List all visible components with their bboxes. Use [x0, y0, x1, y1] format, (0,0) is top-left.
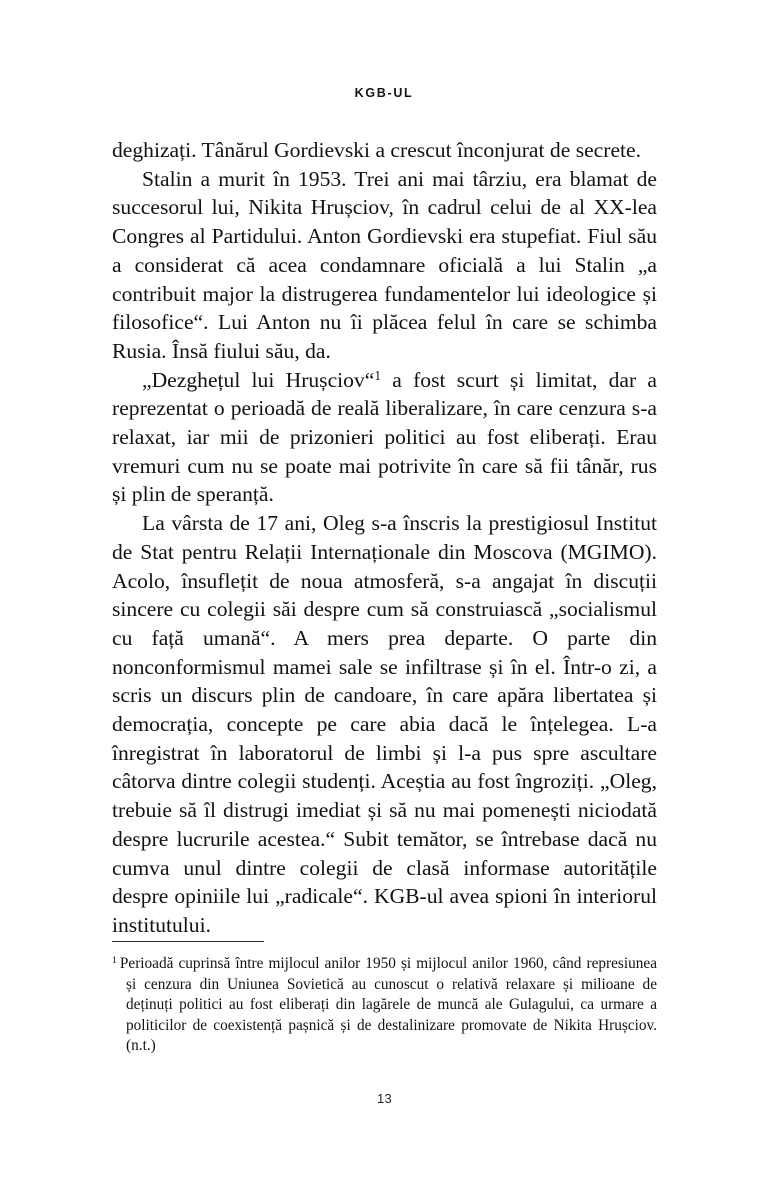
footnote-text: Perioadă cuprinsă între mijlocul anilor 1950 și mijlocul anilor 1960, când represiunea și cenzura din Uniunea Sovietică au cunoscut o relativă relaxare și milioane de deținuți politici au fost eliberați din lagărele de muncă ale Gulagului, ca urmare a politicilor de coexistență pașnică și de destalinizare promovate de Nikita Hrușciov. (n.t.)	[119, 955, 657, 1055]
paragraph-text-after-footnote: a fost scurt și limitat, dar a reprezentat o perioadă de reală liberalizare, în care cenzura s-a relaxat, iar mii de prizonieri politici au fost eliberați. Erau vremuri cum nu se poate mai potrivite în care să fii tânăr, rus și plin de speranță.	[112, 367, 657, 507]
paragraph: deghizați. Tânărul Gordievski a crescut înconjurat de secrete.	[112, 138, 642, 162]
paragraph: La vârsta de 17 ani, Oleg s-a înscris la prestigiosul Institut de Stat pentru Relații Internaționale din Moscova (MGIMO). Acolo, însuflețit de noua atmosferă, s-a angajat în discuții sincere cu colegii săi despre cum să construiască „socialismul cu față umană“. A mers prea departe. O parte din nonconformismul mamei sale se infiltrase și în el. Într-o zi, a scris un discurs plin de candoare, în care apăra libertatea și democrația, concepte pe care abia dacă le înțelegea. L-a înregistrat în laboratorul de limbi și l-a pus spre ascultare câtorva dintre colegii studenți. Aceștia au fost îngroziți. „Oleg, trebuie să îl distrugi imediat și să nu mai pomenești niciodată despre lucrurile acestea.“ Subit temător, se întrebase dacă nu cumva unul dintre colegii de clasă informase autoritățile despre opiniile lui „radicale“. KGB-ul avea spioni în interiorul institutului.	[112, 511, 657, 937]
body-text-block	[112, 136, 657, 940]
paragraph	[112, 366, 657, 510]
footnote-area	[112, 941, 657, 1057]
footnote-separator-rule	[112, 941, 264, 942]
running-head: KGB-UL	[354, 86, 414, 100]
page-number: 13	[376, 1091, 393, 1106]
paragraph-text-before-footnote: „Dezghețul lui Hrușciov“	[142, 367, 375, 392]
paragraph: Stalin a murit în 1953. Trei ani mai târziu, era blamat de succesorul lui, Nikita Hrușciov, în cadrul celui de al XX-lea Congres al Partidului. Anton Gordievski era stupefiat. Fiul său a considerat că acea condamnare oficială a lui Stalin „a contribuit major la distrugerea fundamentelor lui ideologice și filosofice“. Lui Anton nu îi plăcea felul în care se schimba Rusia. Însă fiului său, da.	[112, 166, 657, 363]
footnote-item	[112, 954, 657, 1057]
footnote-marker-1: 1	[112, 954, 117, 966]
footnote-reference-1[interactable]: 1	[374, 367, 382, 383]
